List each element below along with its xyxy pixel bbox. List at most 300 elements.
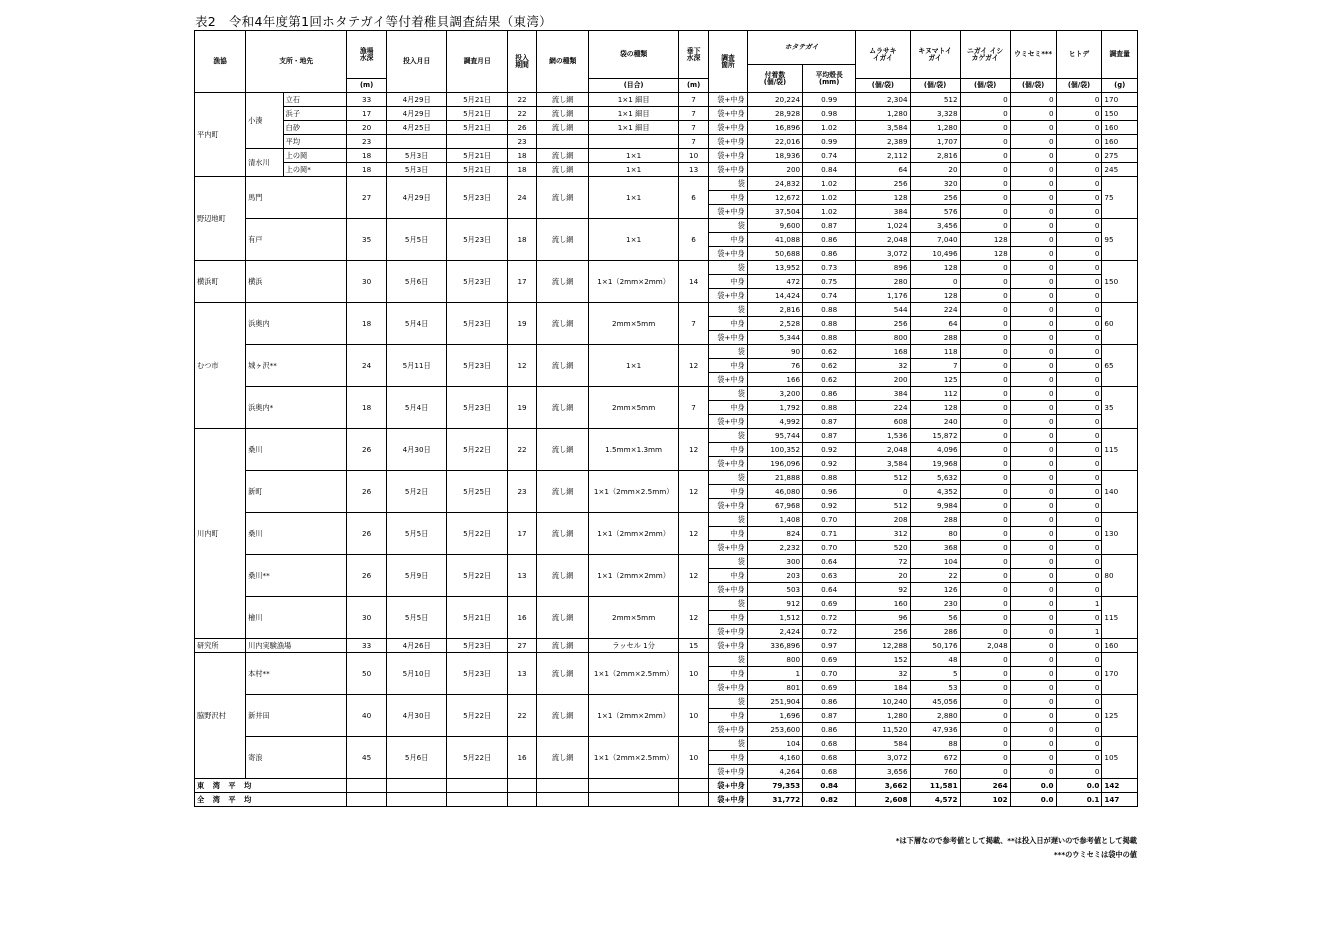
depth-cell: 17	[347, 107, 387, 121]
sp5-cell: 0	[1056, 751, 1102, 765]
part-cell: 袋+中身	[709, 625, 748, 639]
site-cell: 平均	[283, 135, 347, 149]
sp3-cell: 0	[960, 555, 1010, 569]
sp3-cell: 0	[960, 93, 1010, 107]
sp1-cell: 208	[856, 513, 910, 527]
sp4-cell: 0	[1010, 135, 1056, 149]
sp3-cell: 0	[960, 345, 1010, 359]
len-cell: 0.86	[803, 695, 856, 709]
below-cell: 10	[678, 737, 708, 779]
fishery-cell: 横浜町	[195, 261, 246, 303]
sp1-cell: 512	[856, 499, 910, 513]
sp1-cell: 3,662	[856, 779, 910, 793]
count-cell: 253,600	[747, 723, 802, 737]
sp4-cell: 0	[1010, 667, 1056, 681]
sp4-cell: 0	[1010, 93, 1056, 107]
sp2-cell: 576	[910, 205, 960, 219]
net-cell: 流し網	[537, 429, 589, 471]
len-cell: 0.82	[803, 793, 856, 807]
sp1-cell: 2,048	[856, 443, 910, 457]
count-cell: 16,896	[747, 121, 802, 135]
days-cell: 22	[507, 107, 536, 121]
sp3-cell: 0	[960, 667, 1010, 681]
len-cell: 0.68	[803, 737, 856, 751]
sp4-cell: 0	[1010, 289, 1056, 303]
mesh-cell: 1×1 細目	[589, 107, 679, 121]
sp4-cell: 0	[1010, 163, 1056, 177]
sp1-cell: 2,048	[856, 233, 910, 247]
part-cell: 袋	[709, 695, 748, 709]
sp5-cell: 0	[1056, 457, 1102, 471]
sp4-cell: 0	[1010, 247, 1056, 261]
table-row	[195, 149, 1138, 163]
sp1-cell: 1,280	[856, 107, 910, 121]
survey-cell: 5月23日	[447, 345, 508, 387]
sp1-cell: 2,608	[856, 793, 910, 807]
sp2-cell: 47,936	[910, 723, 960, 737]
sp4-cell: 0	[1010, 275, 1056, 289]
sp3-cell: 0	[960, 331, 1010, 345]
sp4-cell: 0	[1010, 205, 1056, 219]
weight-cell: 147	[1102, 793, 1138, 807]
footnote-1: *は下層なので参考値として掲載、**は投入日が遅いので参考値として掲載	[895, 836, 1137, 845]
count-cell: 21,888	[747, 471, 802, 485]
count-cell: 50,688	[747, 247, 802, 261]
branch-cell: 檜川	[246, 597, 347, 639]
below-cell: 6	[678, 219, 708, 261]
table-row	[195, 219, 1138, 233]
deploy-cell: 5月6日	[386, 261, 447, 303]
len-cell: 0.86	[803, 247, 856, 261]
days-cell: 22	[507, 695, 536, 737]
sp4-cell: 0	[1010, 625, 1056, 639]
sp3-cell: 0	[960, 261, 1010, 275]
sp5-cell: 0	[1056, 471, 1102, 485]
len-cell: 0.87	[803, 709, 856, 723]
sp2-cell: 240	[910, 415, 960, 429]
count-cell: 1,696	[747, 709, 802, 723]
len-cell: 0.70	[803, 667, 856, 681]
sp2-cell: 230	[910, 597, 960, 611]
deploy-cell: 5月11日	[386, 345, 447, 387]
days-cell: 12	[507, 345, 536, 387]
branch-cell: 桑川	[246, 429, 347, 471]
sp3-cell: 0	[960, 191, 1010, 205]
net-cell: 流し網	[537, 261, 589, 303]
len-cell: 0.88	[803, 303, 856, 317]
sp1-cell: 128	[856, 191, 910, 205]
len-cell: 0.74	[803, 289, 856, 303]
count-cell: 196,096	[747, 457, 802, 471]
len-cell: 0.92	[803, 499, 856, 513]
weight-cell: 65	[1102, 345, 1138, 387]
sp5-cell: 0	[1056, 415, 1102, 429]
sp3-cell: 0	[960, 177, 1010, 191]
th-below: 垂下 水深	[678, 31, 708, 79]
count-cell: 203	[747, 569, 802, 583]
below-cell: 12	[678, 429, 708, 471]
part-cell: 中身	[709, 751, 748, 765]
sp5-cell: 0	[1056, 485, 1102, 499]
len-cell: 0.98	[803, 107, 856, 121]
branch-cell: 新井田	[246, 695, 347, 737]
th-sp1: ムラサキ イガイ	[856, 31, 910, 79]
below-cell: 7	[678, 93, 708, 107]
sp1-cell: 168	[856, 345, 910, 359]
depth-cell: 18	[347, 163, 387, 177]
sp3-cell: 128	[960, 233, 1010, 247]
survey-cell: 5月23日	[447, 177, 508, 219]
len-cell: 1.02	[803, 205, 856, 219]
sp3-cell: 0	[960, 135, 1010, 149]
len-cell: 0.96	[803, 485, 856, 499]
sp2-cell: 10,496	[910, 247, 960, 261]
survey-cell: 5月21日	[447, 163, 508, 177]
sp1-cell: 3,584	[856, 457, 910, 471]
net-cell: 流し網	[537, 695, 589, 737]
mesh-cell: 2mm×5mm	[589, 303, 679, 345]
th-survey: 調査月日	[447, 31, 508, 93]
sp5-cell: 0	[1056, 289, 1102, 303]
weight-cell: 105	[1102, 737, 1138, 779]
sp4-cell: 0	[1010, 737, 1056, 751]
len-cell: 0.72	[803, 625, 856, 639]
sp5-cell: 0	[1056, 247, 1102, 261]
depth-cell: 26	[347, 471, 387, 513]
net-cell	[537, 135, 589, 149]
sp4-cell: 0	[1010, 681, 1056, 695]
empty-cell	[507, 779, 536, 793]
sp1-cell: 584	[856, 737, 910, 751]
sp1-cell: 520	[856, 541, 910, 555]
sp3-cell: 0	[960, 163, 1010, 177]
empty-cell	[447, 793, 508, 807]
sp5-cell: 0	[1056, 653, 1102, 667]
sp2-cell: 80	[910, 527, 960, 541]
deploy-cell: 4月29日	[386, 93, 447, 107]
sp5-cell: 0	[1056, 219, 1102, 233]
th-deploy: 投入月日	[386, 31, 447, 93]
weight-cell: 160	[1102, 121, 1138, 135]
part-cell: 中身	[709, 401, 748, 415]
sp2-cell: 7,040	[910, 233, 960, 247]
sp3-cell: 0	[960, 765, 1010, 779]
sp5-cell: 0	[1056, 345, 1102, 359]
sp3-cell: 0	[960, 681, 1010, 695]
sp4-cell: 0	[1010, 457, 1056, 471]
deploy-cell	[386, 135, 447, 149]
sp1-cell: 896	[856, 261, 910, 275]
mesh-cell: 1×1 細目	[589, 93, 679, 107]
site-cell: 上の岡*	[283, 163, 347, 177]
len-cell: 0.69	[803, 681, 856, 695]
len-cell: 0.62	[803, 359, 856, 373]
part-cell: 袋	[709, 555, 748, 569]
deploy-cell: 5月5日	[386, 219, 447, 261]
sp4-cell: 0	[1010, 765, 1056, 779]
deploy-cell: 5月2日	[386, 471, 447, 513]
branch-cell: 城ヶ沢**	[246, 345, 347, 387]
sp2-cell: 0	[910, 275, 960, 289]
sp5-cell: 0	[1056, 709, 1102, 723]
sp1-cell: 200	[856, 373, 910, 387]
part-cell: 袋+中身	[709, 779, 748, 793]
deploy-cell: 4月30日	[386, 695, 447, 737]
part-cell: 袋+中身	[709, 121, 748, 135]
part-cell: 袋+中身	[709, 541, 748, 555]
sp5-cell: 0	[1056, 611, 1102, 625]
part-cell: 袋+中身	[709, 793, 748, 807]
part-cell: 袋+中身	[709, 373, 748, 387]
mesh-cell: 1×1（2mm×2mm）	[589, 695, 679, 737]
sp1-cell: 3,656	[856, 765, 910, 779]
count-cell: 37,504	[747, 205, 802, 219]
sp4-cell: 0	[1010, 317, 1056, 331]
below-cell: 12	[678, 513, 708, 555]
count-cell: 20,224	[747, 93, 802, 107]
sp5-cell: 0	[1056, 499, 1102, 513]
count-cell: 22,016	[747, 135, 802, 149]
count-cell: 5,344	[747, 331, 802, 345]
sp1-cell: 0	[856, 485, 910, 499]
net-cell: 流し網	[537, 107, 589, 121]
net-cell: 流し網	[537, 653, 589, 695]
count-cell: 1	[747, 667, 802, 681]
sp3-cell: 0	[960, 569, 1010, 583]
net-cell: 流し網	[537, 345, 589, 387]
sp1-cell: 608	[856, 415, 910, 429]
branch-cell: 新町	[246, 471, 347, 513]
sp3-cell: 0	[960, 541, 1010, 555]
len-cell: 0.88	[803, 331, 856, 345]
days-cell: 26	[507, 121, 536, 135]
depth-cell: 24	[347, 345, 387, 387]
sp5-cell: 0	[1056, 107, 1102, 121]
len-cell: 0.87	[803, 429, 856, 443]
sp2-cell: 320	[910, 177, 960, 191]
sp5-cell: 0	[1056, 513, 1102, 527]
sp5-cell: 0	[1056, 737, 1102, 751]
sp5-cell: 0	[1056, 93, 1102, 107]
sp2-cell: 5,632	[910, 471, 960, 485]
count-cell: 9,600	[747, 219, 802, 233]
page-title: 表2 令和4年度第1回ホタテガイ等付着稚貝調査結果（東湾）	[195, 14, 552, 29]
sp1-cell: 384	[856, 205, 910, 219]
sp3-cell: 0	[960, 289, 1010, 303]
depth-cell: 33	[347, 639, 387, 653]
count-cell: 2,424	[747, 625, 802, 639]
count-cell: 3,200	[747, 387, 802, 401]
count-cell: 14,424	[747, 289, 802, 303]
survey-cell: 5月22日	[447, 737, 508, 779]
depth-cell: 45	[347, 737, 387, 779]
sp4-cell: 0	[1010, 443, 1056, 457]
sp2-cell: 118	[910, 345, 960, 359]
sp2-cell: 1,280	[910, 121, 960, 135]
days-cell: 17	[507, 513, 536, 555]
empty-cell	[347, 779, 387, 793]
len-cell: 0.87	[803, 219, 856, 233]
results-table	[194, 30, 1138, 807]
empty-cell	[386, 779, 447, 793]
net-cell: 流し網	[537, 597, 589, 639]
sp4-cell: 0	[1010, 653, 1056, 667]
mesh-cell: ラッセル 1分	[589, 639, 679, 653]
weight-cell: 170	[1102, 93, 1138, 107]
th-below-unit: (m)	[678, 79, 708, 93]
below-cell: 12	[678, 471, 708, 513]
below-cell: 14	[678, 261, 708, 303]
table-row	[195, 303, 1138, 317]
fishery-cell: 野辺地町	[195, 177, 246, 261]
count-cell: 46,080	[747, 485, 802, 499]
sp3-cell: 0	[960, 723, 1010, 737]
weight-cell: 150	[1102, 261, 1138, 303]
sp5-cell: 0	[1056, 303, 1102, 317]
count-cell: 95,744	[747, 429, 802, 443]
below-cell: 7	[678, 135, 708, 149]
table-row	[195, 513, 1138, 527]
sp3-cell: 0	[960, 499, 1010, 513]
sp2-cell: 9,984	[910, 499, 960, 513]
sp4-cell: 0	[1010, 177, 1056, 191]
empty-cell	[678, 779, 708, 793]
count-cell: 1,512	[747, 611, 802, 625]
part-cell: 袋	[709, 345, 748, 359]
mesh-cell: 1×1（2mm×2.5mm）	[589, 471, 679, 513]
sp4-cell: 0.0	[1010, 779, 1056, 793]
survey-cell: 5月22日	[447, 555, 508, 597]
len-cell: 0.86	[803, 387, 856, 401]
sp5-cell: 0	[1056, 765, 1102, 779]
results-table-wrap	[194, 30, 1138, 807]
empty-cell	[386, 793, 447, 807]
sp3-cell: 0	[960, 485, 1010, 499]
sp4-cell: 0	[1010, 121, 1056, 135]
site-cell: 白砂	[283, 121, 347, 135]
empty-cell	[507, 793, 536, 807]
sp1-cell: 312	[856, 527, 910, 541]
sp1-cell: 32	[856, 667, 910, 681]
depth-cell: 18	[347, 149, 387, 163]
len-cell: 0.92	[803, 457, 856, 471]
sp1-cell: 96	[856, 611, 910, 625]
count-cell: 2,232	[747, 541, 802, 555]
sp3-cell: 0	[960, 303, 1010, 317]
sp1-cell: 152	[856, 653, 910, 667]
days-cell: 23	[507, 471, 536, 513]
part-cell: 袋+中身	[709, 765, 748, 779]
part-cell: 袋	[709, 261, 748, 275]
sp4-cell: 0	[1010, 415, 1056, 429]
days-cell: 13	[507, 653, 536, 695]
sp1-cell: 3,072	[856, 751, 910, 765]
sp1-cell: 92	[856, 583, 910, 597]
sp2-cell: 2,816	[910, 149, 960, 163]
empty-cell	[537, 793, 589, 807]
net-cell: 流し網	[537, 149, 589, 163]
sp2-cell: 224	[910, 303, 960, 317]
below-cell: 7	[678, 121, 708, 135]
count-cell: 1,408	[747, 513, 802, 527]
sp4-cell: 0	[1010, 541, 1056, 555]
survey-cell	[447, 135, 508, 149]
net-cell: 流し網	[537, 555, 589, 597]
mesh-cell: 1×1	[589, 219, 679, 261]
len-cell: 0.99	[803, 93, 856, 107]
sp1-cell: 800	[856, 331, 910, 345]
len-cell: 0.84	[803, 163, 856, 177]
survey-cell: 5月21日	[447, 149, 508, 163]
days-cell: 22	[507, 93, 536, 107]
table-row	[195, 163, 1138, 177]
count-cell: 76	[747, 359, 802, 373]
th-depth: 漁場 水深	[347, 31, 387, 79]
net-cell: 流し網	[537, 387, 589, 429]
sp4-cell: 0	[1010, 485, 1056, 499]
sp1-cell: 256	[856, 625, 910, 639]
th-mesh-unit: (目合)	[589, 79, 679, 93]
mesh-cell: 1×1	[589, 163, 679, 177]
net-cell: 流し網	[537, 513, 589, 555]
part-cell: 中身	[709, 527, 748, 541]
sp2-cell: 88	[910, 737, 960, 751]
sp4-cell: 0	[1010, 583, 1056, 597]
count-cell: 200	[747, 163, 802, 177]
sp4-cell: 0	[1010, 331, 1056, 345]
table-row	[195, 429, 1138, 443]
sp5-cell: 1	[1056, 625, 1102, 639]
count-cell: 4,992	[747, 415, 802, 429]
survey-cell: 5月23日	[447, 261, 508, 303]
count-cell: 336,896	[747, 639, 802, 653]
count-cell: 800	[747, 653, 802, 667]
part-cell: 中身	[709, 485, 748, 499]
empty-cell	[678, 793, 708, 807]
len-cell: 0.73	[803, 261, 856, 275]
part-cell: 中身	[709, 233, 748, 247]
table-row	[195, 177, 1138, 191]
count-cell: 100,352	[747, 443, 802, 457]
weight-cell: 130	[1102, 513, 1138, 555]
table-row	[195, 345, 1138, 359]
sp3-cell: 264	[960, 779, 1010, 793]
net-cell: 流し網	[537, 177, 589, 219]
mesh-cell: 1×1（2mm×2.5mm）	[589, 737, 679, 779]
sp5-cell: 0	[1056, 149, 1102, 163]
sp1-cell: 32	[856, 359, 910, 373]
survey-cell: 5月23日	[447, 639, 508, 653]
sp5-cell: 0	[1056, 387, 1102, 401]
depth-cell: 23	[347, 135, 387, 149]
sp4-cell: 0	[1010, 499, 1056, 513]
branch-cell: 寄浪	[246, 737, 347, 779]
days-cell: 16	[507, 597, 536, 639]
sp1-cell: 384	[856, 387, 910, 401]
mesh-cell: 2mm×5mm	[589, 387, 679, 429]
below-cell: 10	[678, 653, 708, 695]
sp2-cell: 3,328	[910, 107, 960, 121]
weight-cell: 95	[1102, 219, 1138, 261]
table-row	[195, 597, 1138, 611]
sp2-cell: 288	[910, 513, 960, 527]
survey-cell: 5月25日	[447, 471, 508, 513]
sp1-cell: 256	[856, 317, 910, 331]
below-cell: 7	[678, 387, 708, 429]
sp4-cell: 0	[1010, 401, 1056, 415]
sp3-cell: 0	[960, 317, 1010, 331]
mesh-cell	[589, 135, 679, 149]
